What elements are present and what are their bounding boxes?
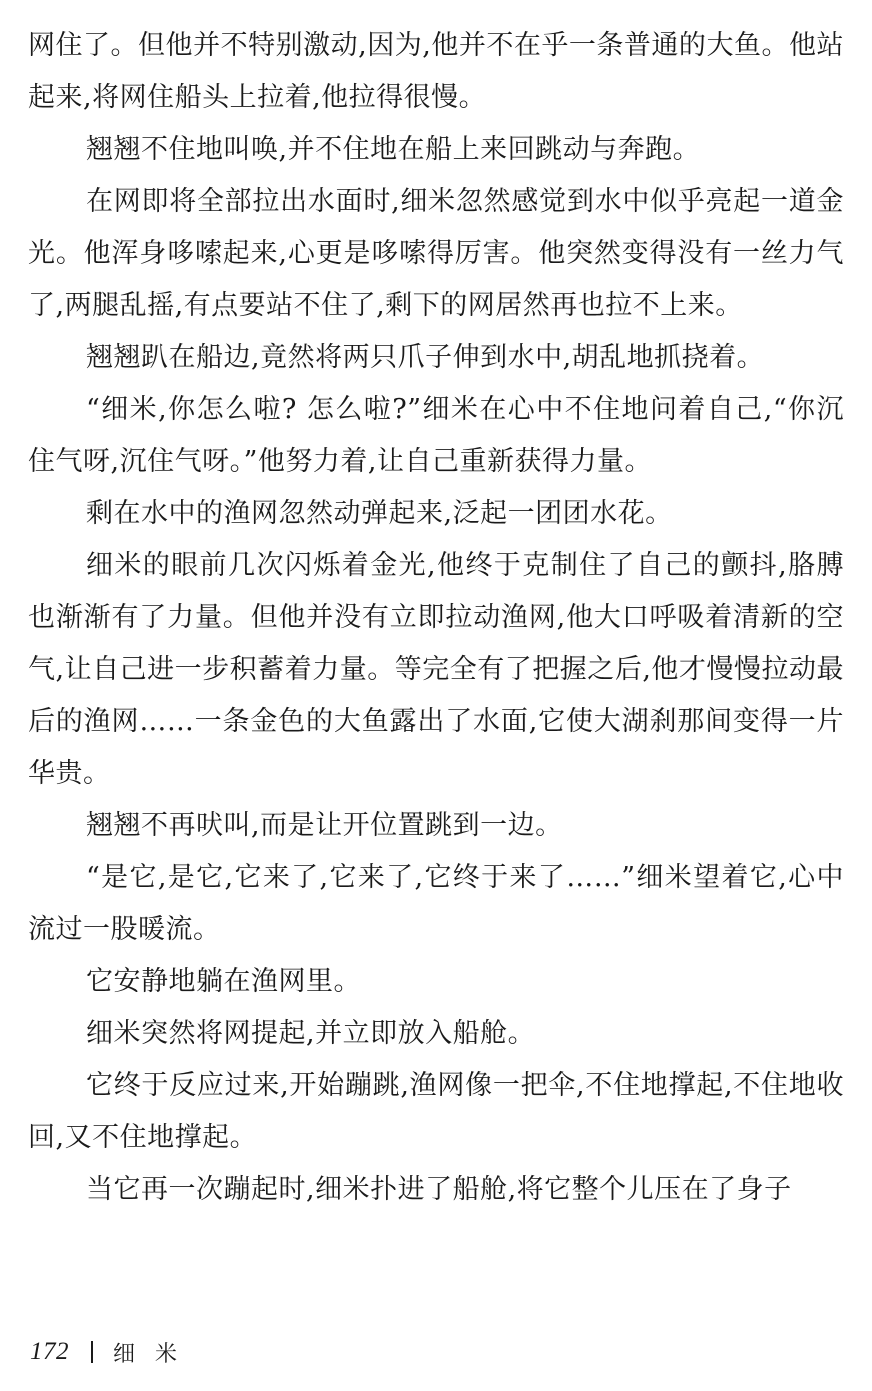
paragraph: 它终于反应过来,开始蹦跳,渔网像一把伞,不住地撑起,不住地收回,又不住地撑起。 [28, 1070, 844, 1153]
footer-divider [91, 1341, 93, 1363]
paragraph: 翘翘趴在船边,竟然将两只爪子伸到水中,胡乱地抓挠着。 [86, 342, 765, 373]
paragraph: 网住了。但他并不特别激动,因为,他并不在乎一条普通的大鱼。他站起来,将网住船头上拉着,他拉得很慢。 [28, 30, 844, 113]
paragraph: 它安静地躺在渔网里。 [86, 966, 361, 997]
body-text [28, 20, 844, 1216]
paragraph: 翘翘不住地叫唤,并不住地在船上来回跳动与奔跑。 [86, 134, 701, 165]
paragraph: “是它,是它,它来了,它来了,它终于来了……”细米望着它,心中流过一股暖流。 [28, 862, 844, 945]
running-title: 细米 [113, 1341, 198, 1367]
paragraph: 在网即将全部拉出水面时,细米忽然感觉到水中似乎亮起一道金光。他浑身哆嗦起来,心更是哆嗦得厉害。他突然变得没有一丝力气了,两腿乱摇,有点要站不住了,剩下的网居然再也拉不上来。 [28, 186, 844, 321]
page-number: 172 [30, 1338, 69, 1365]
paragraph: “细米,你怎么啦? 怎么啦?”细米在心中不住地问着自己,“你沉住气呀,沉住气呀。”他努力着,让自己重新获得力量。 [28, 394, 844, 477]
page-footer [30, 1332, 197, 1372]
paragraph: 翘翘不再吠叫,而是让开位置跳到一边。 [86, 810, 563, 841]
paragraph: 当它再一次蹦起时,细米扑进了船舱,将它整个儿压在了身子 [86, 1174, 792, 1205]
paragraph: 剩在水中的渔网忽然动弹起来,泛起一团团水花。 [86, 498, 673, 529]
paragraph: 细米的眼前几次闪烁着金光,他终于克制住了自己的颤抖,胳膊也渐渐有了力量。但他并没有立即拉动渔网,他大口呼吸着清新的空气,让自己进一步积蓄着力量。等完全有了把握之后,他才慢慢拉动最后的渔网……一条金色的大鱼露出了水面,它使大湖刹那间变得一片华贵。 [28, 550, 844, 789]
paragraph: 细米突然将网提起,并立即放入船舱。 [86, 1018, 536, 1049]
